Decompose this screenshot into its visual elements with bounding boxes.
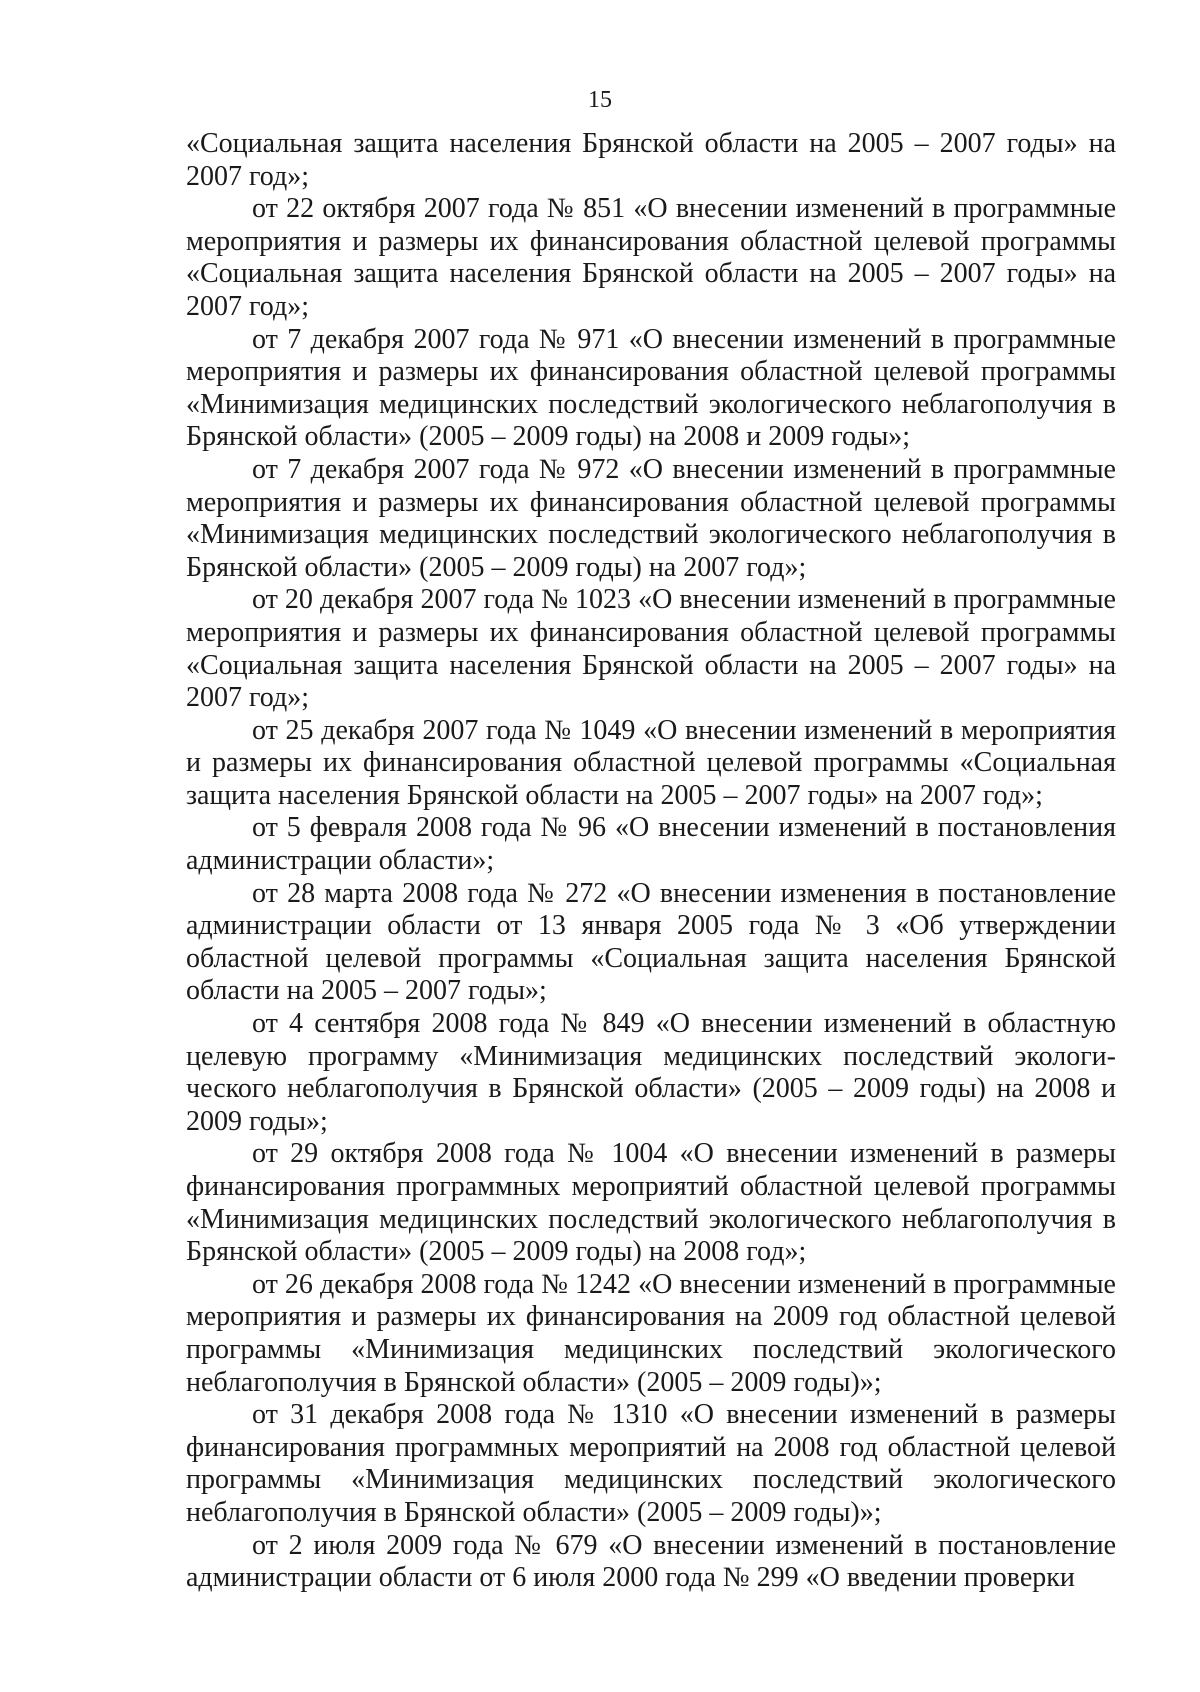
paragraph-resolution-851: от 22 октября 2007 года № 851 «О внесении изменений в программные мероприятия и размеры их финансирования областной целевой программы «Социальная защита населения Брянской области на 2005 – 2007 годы» на 2007 год»; [186,193,1116,322]
paragraph-resolution-972: от 7 декабря 2007 года № 972 «О внесении изменений в программные мероприятия и размеры их финансирования областной целевой программы «Минимизация медицинских последствий экологического неблагополучия в Брянской области» (2005 – 2009 годы) на 2007 год»; [186,453,1116,583]
paragraph-resolution-272: от 28 марта 2008 года № 272 «О внесении изменения в постановление администрации области от 13 января 2005 года № 3 «Об утверждении областной целевой программы «Социальная защита населения Брянской области на 2005 – 2007 годы»; [186,877,1116,1007]
paragraph-resolution-1242: от 26 декабря 2008 года № 1242 «О внесении изменений в программные мероприятия и размеры их финансирования на 2009 год областной целевой программы «Минимизация медицинских последствий экологического неблагополучия в Брянской области» (2005 – 2009 годы)»; [186,1268,1116,1398]
paragraph-resolution-679: от 2 июля 2009 года № 679 «О внесении изменений в постановление администрации области от 6 июля 2000 года № 299 «О введении проверки [186,1529,1116,1594]
paragraph-continuation: «Социальная защита населения Брянской области на 2005 – 2007 годы» на 2007 год»; [186,128,1116,192]
document-body [186,128,1116,1595]
paragraph-resolution-96: от 5 февраля 2008 года № 96 «О внесении изменений в постановления администрации области»; [186,812,1116,877]
paragraph-resolution-1310: от 31 декабря 2008 года № 1310 «О внесении изменений в размеры финансирования программных мероприятий на 2008 год областной целевой программы «Минимизация медицинских последствий экологического неблагополучия в Брянской области» (2005 – 2009 годы)»; [186,1399,1116,1528]
paragraph-resolution-1023: от 20 декабря 2007 года № 1023 «О внесении изменений в программные мероприятия и размеры их финансирования областной целевой программы «Социальная защита населения Брянской области на 2005 – 2007 годы» на 2007 год»; [186,584,1116,714]
paragraph-resolution-1004: от 29 октября 2008 года № 1004 «О внесении изменений в размеры финансирования программных мероприятий областной целевой программы «Минимизация медицинских последствий экологического неблагополучия в Брянской области» (2005 – 2009 годы) на 2008 год»; [186,1138,1116,1268]
paragraph-resolution-971: от 7 декабря 2007 года № 971 «О внесении изменений в программные мероприятия и размеры их финансирования областной целевой программы «Минимизация медицинских последствий экологического неблагополучия в Брянской области» (2005 – 2009 годы) на 2008 и 2009 годы»; [186,323,1116,453]
paragraph-resolution-849: от 4 сентября 2008 года № 849 «О внесении изменений в областную целевую программу «Минимизация медицинских последствий экологического неблагополучия в Брянской области» (2005 – 2009 годы) на 2008 и 2009 годы»; [186,1008,1116,1137]
page-number: 15 [588,87,612,113]
paragraph-resolution-1049: от 25 декабря 2007 года № 1049 «О внесении изменений в мероприятия и размеры их финансирования областной целевой программы «Социальная защита населения Брянской области на 2005 – 2007 годы» на 2007 год»; [186,714,1116,811]
